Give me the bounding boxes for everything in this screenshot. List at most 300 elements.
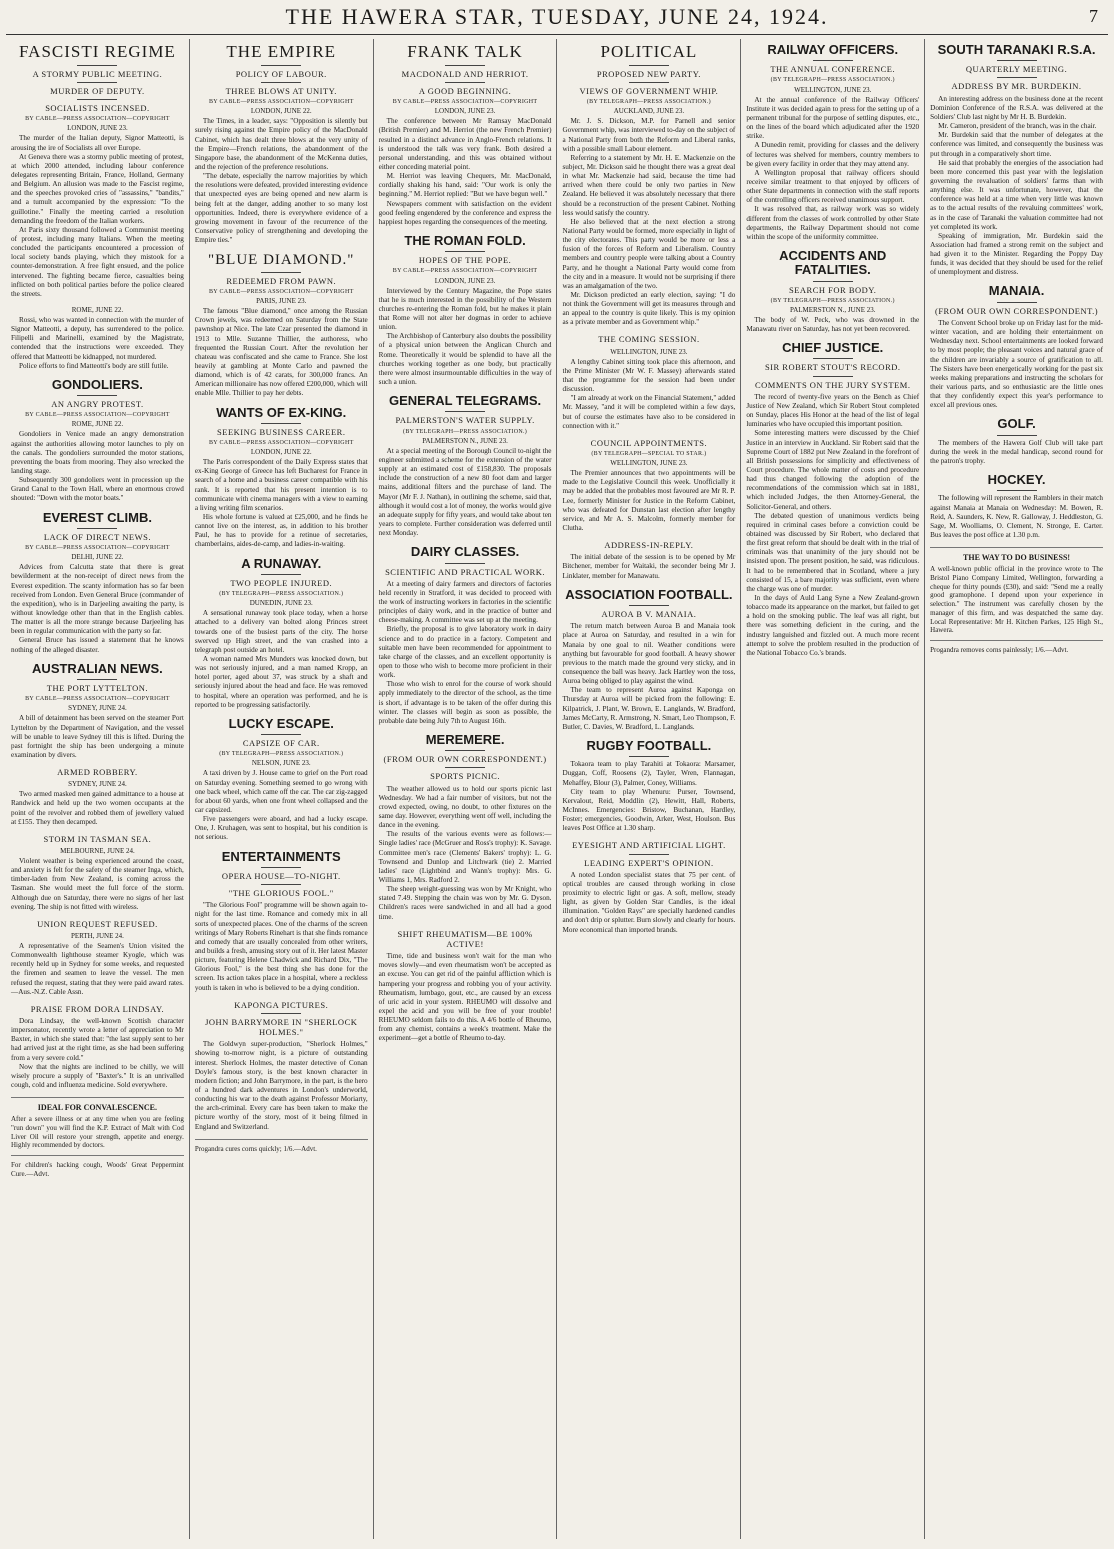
article-body xyxy=(195,609,368,710)
subhead-rule xyxy=(445,767,485,768)
headline-rule xyxy=(629,756,669,757)
article-paragraph: The debated question of unanimous verdicts being required in criminal cases before a conviction could be obtained was discussed by Sir Robert, who declared that the first great reform that should be dealt with in the trial of criminals was that unanimity of the jury should not be insisted upon. The present position, he said, was ridiculous. It had to be remembered that in Scotland, where a jury consisted of 15, a bare majority was sufficient, even where the charge was one of murder. xyxy=(746,511,920,593)
article-paragraph: "I am already at work on the Financial Statement," added Mr. Massey, "and it will be completed within a few days, but of course the estimates have also to be considered in connection with it." xyxy=(562,394,736,430)
article-paragraph: The murder of the Italian deputy, Signor Matteotti, is arousing the ire of Socialists all over Europe. xyxy=(11,134,184,152)
article-subhead: LEADING EXPERT'S OPINION. xyxy=(584,857,714,868)
article-headline: MANAIA. xyxy=(988,283,1045,299)
article-dateline: AUCKLAND, JUNE 23. xyxy=(613,107,685,116)
article-paragraph: Time, tide and business won't wait for the man who moves slowly—and even rheumatism won't be accepted as an excuse. You can get rid of the painful affliction which is hampering your progress and robbing you of your activity. Rheumatism, lumbago, gout, etc., are caused by an excess of uric acid in your system. RHEUMO will dissolve and expel the acid and you will be free of your trouble! RHEUMO seldom fails to do this. A 4/6 bottle of Rheumo, from any chemist, contains a week's treatment. Make the experiment—get a bottle of Rheumo to-day. xyxy=(378,952,552,1043)
article-subhead: COUNCIL APPOINTMENTS. xyxy=(590,437,708,448)
article-paragraph: Gondoliers in Venice made an angry demonstration against the authorities allowing motor launches to ply on the canals. The gondoliers surrounded the motor stations, preventing the boats from mooring. They also wrecked the landing stage. xyxy=(11,430,184,476)
article-headline: POLITICAL xyxy=(600,42,698,61)
article xyxy=(562,334,735,430)
headline-rule xyxy=(997,490,1037,491)
article xyxy=(195,850,368,993)
article-body xyxy=(195,901,368,992)
masthead xyxy=(6,0,1108,35)
article-paragraph: The initial debate of the session is to be opened by Mr Bitchener, member for Waitaki, the seconder being Mr J. Linklater, member for Manawatu. xyxy=(562,553,736,580)
article-body xyxy=(562,871,735,935)
article-headline: WANTS OF EX-KING. xyxy=(216,404,347,420)
headline-rule xyxy=(445,65,485,66)
article-body xyxy=(562,760,735,833)
article-paragraph: The Paris correspondent of the Daily Express states that ex-King George of Greece has left Bucharest for France in search of a home and a business career compatible with his rank. It is reported that his present intention is to communicate with cinema managers with a view to earning a living writing film scenarios. xyxy=(194,458,368,512)
article-paragraph: The members of the Hawera Golf Club will take part during the week in the medal handicap, second round for the patron's trophy. xyxy=(930,438,1103,465)
article xyxy=(562,540,735,581)
article-paragraph: "The Glorious Fool" programme will be shown again to-night for the last time. Romance and comedy mix in all sorts of unexpected places. One of the charms of the screen writings of Mary Roberts Rinehart is that she finds romance and comedy that are usually concealed from other writers, and builds a fresh, amusing story out of it. Her latest Master picture, featuring Helene Chadwick and Richard Dix, "The Glorious Fool," is the best thing she has done for the screen. Its action takes place in a hospital, where a reckless youth is taken in who is believed to be a dying condition. xyxy=(194,901,368,992)
article-body xyxy=(195,458,368,549)
article-body xyxy=(11,316,184,371)
article-subhead: (FROM OUR OWN CORRESPONDENT.) xyxy=(383,754,547,765)
article-paragraph: Police efforts to find Matteotti's body are still futile. xyxy=(19,361,169,370)
article-paragraph: A representative of the Seamen's Union visited the Commonwealth lighthouse steamer Kyogle, which was recently held up in Sydney for some weeks, and requested the firemen and seamen to leave the vessel. The men refused the request, stating that they were paid award rates.—Aus.-N.Z. Cable Assn. xyxy=(11,942,184,996)
article xyxy=(11,511,184,655)
article-headline: HOCKEY. xyxy=(987,472,1046,488)
article-paragraph: His whole fortune is valued at £25,000, and he finds he cannot live on the interest, as, in addition to his brother Paul, he has to provide for a retinue of secretaries, chamberlains, aides-de-camp, and ladies-in-waiting. xyxy=(194,513,368,549)
column-1 xyxy=(6,39,190,1539)
article-subhead: SOCIALISTS INCENSED. xyxy=(45,103,150,114)
article-headline: MEREMERE. xyxy=(425,731,505,747)
headline-rule xyxy=(629,605,669,606)
article-body xyxy=(746,316,919,334)
article-paragraph: Mr. Burdekin said that the number of delegates at the conference was limited, and consequently the business was put through in a comparatively short time. xyxy=(930,131,1103,158)
article-paragraph: Interviewed by the Century Magazine, the Pope states that he is much interested in the possibility of the Western churches re-entering the Roman fold, but he makes it plain that Rome will not alter her dogmas in order to achieve union. xyxy=(378,286,552,332)
subhead-rule xyxy=(261,884,301,885)
article-subhead: VIEWS OF GOVERNMENT WHIP. xyxy=(579,85,719,96)
article xyxy=(379,929,552,1044)
columns-container xyxy=(6,39,1108,1539)
article-subhead: MACDONALD AND HERRIOT. xyxy=(401,68,529,79)
article xyxy=(11,662,184,760)
article-paragraph: The Times, in a leader, says: "Opposition is silently but surely rising against the Empire policy of the MacDonald Cabinet, which has dealt three blows at the very unity of the Empire—French relations, the abandonment of the Singapore base, the abandonment of the McKenna duties, and the rejection of the preference resolutions. xyxy=(194,117,368,171)
article-paragraph: The weather allowed us to hold our sports picnic last Wednesday. We had a fair number of visitors, but not the crowd expected, owing, no doubt, to other fixtures on the same day. However, everything went off well, including the dance in the evening. xyxy=(378,784,552,830)
article-body xyxy=(11,134,184,299)
headline-rule xyxy=(997,302,1037,303)
advert-text: After a severe illness or at any time when you are feeling "run down" you will find the K.P. Extract of Malt with Cod Liver Oil will restore your strength, appetite and energy. Highly recommended by doctors. xyxy=(11,1115,184,1150)
article-dateline: ROME, JUNE 22. xyxy=(71,305,124,314)
article xyxy=(195,1000,368,1132)
article-subhead: SCIENTIFIC AND PRACTICAL WORK. xyxy=(385,566,546,577)
article xyxy=(195,717,368,843)
article-subhead: "THE GLORIOUS FOOL." xyxy=(228,888,334,899)
article-paragraph: Those who wish to enrol for the course of work should apply immediately to the director of the school, as the time is short, if advantage is to be taken of the offer during this winter. The classes will begin as soon as possible, the probable date being July 7th to August 16th. xyxy=(378,680,552,725)
ad-separator xyxy=(930,547,1103,548)
article-credit: (BY TELEGRAPH—PRESS ASSOCIATION.) xyxy=(403,428,528,435)
article-headline: THE EMPIRE xyxy=(226,42,337,61)
article xyxy=(930,284,1103,410)
article xyxy=(562,739,735,833)
article-headline: FRANK TALK xyxy=(407,42,523,61)
headline-rule xyxy=(77,679,117,680)
article-body xyxy=(379,287,552,388)
advert-text: A well-known public official in the province wrote to The Bristol Piano Company Limited, Wellington, forwarding a cheque for thirty pounds (£30), and said: "Send me a really good gramophone. I depend upon your experience in selection." The instrument was carefully chosen by the manager of this firm, and was despatched the same day. Local Representative: Mr H. Kitchen Parkes, 125 High St., Hawera. xyxy=(930,565,1103,635)
article-subhead: SPORTS PICNIC. xyxy=(430,771,500,782)
article-paragraph: Five passengers were aboard, and had a lucky escape. One, J. Kruhagen, was sent to hospital, but his condition is not serious. xyxy=(194,815,368,842)
article-paragraph: General Bruce has issued a statement that he knows nothing of the alleged disaster. xyxy=(11,636,184,654)
article xyxy=(562,840,735,934)
article-paragraph: Rossi, who was wanted in connection with the murder of Signor Matteotti, a deputy, has surrendered to the police. Filipelli and Marinelli, examined by the Magistrate, contended that the instructions were exceeded. They offered that Matteotti be kidnapped, not murdered. xyxy=(11,315,184,361)
article-paragraph: At a special meeting of the Borough Council to-night the engineer submitted a scheme for the extension of the water supply at an estimated cost of £158,830. The proposals include the construction of a new 80 foot dam and larger mains, additional filters and the purchase of land. The Mayor (Mr F. J. Nathan), in outlining the scheme, said that, although it would cost a lot of money, the works would give an adequate supply for fifty years, and would take about ten years to complete. Further consideration was deferred until next Monday. xyxy=(378,446,552,538)
article xyxy=(746,341,919,658)
subhead-rule xyxy=(629,82,669,83)
subhead-rule xyxy=(445,82,485,83)
article-credit: BY CABLE—PRESS ASSOCIATION—COPYRIGHT xyxy=(392,268,538,275)
article-subhead: SIR ROBERT STOUT'S RECORD. xyxy=(764,362,901,373)
advert-text: Progandra cures corns quickly; 1/6.—Advt. xyxy=(194,1144,317,1153)
article-paragraph: Mr. Dickson predicted an early election, saying: "I do not think the Government will get its measures through and an appeal to the country is quite likely. This is my opinion as a private member and as Government whip." xyxy=(562,290,736,327)
headline-rule xyxy=(813,60,853,61)
article-subhead: SEEKING BUSINESS CAREER. xyxy=(217,426,346,437)
article-dateline: SYDNEY, JUNE 24. xyxy=(68,704,127,713)
article-paragraph: The sheep weight-guessing was won by Mr Knight, who stated 7.49. Stepping the chain was won by Mr. G. Dyson. Children's races were sandwiched in and all had a good time. xyxy=(378,885,552,921)
article-dateline: ROME, JUNE 22. xyxy=(71,420,124,429)
article-body xyxy=(746,96,919,242)
article-subhead: THE ANNUAL CONFERENCE. xyxy=(770,64,896,75)
article-credit: (BY TELEGRAPH—SPECIAL TO STAR.) xyxy=(591,450,707,457)
article-credit: (BY TELEGRAPH—PRESS ASSOCIATION.) xyxy=(219,751,344,758)
article-paragraph: A bill of detainment has been served on the steamer Port Lyttelton by the Department of Navigation, and the vessel will be unable to leave Sydney till this is lifted. During the past fortnight the ship has been undergoing a minute examination by divers. xyxy=(11,714,184,759)
article-body xyxy=(11,1017,184,1090)
article-credit: BY CABLE—PRESS ASSOCIATION—COPYRIGHT xyxy=(208,99,354,106)
article-body xyxy=(11,563,184,654)
article xyxy=(11,767,184,827)
article-body xyxy=(11,857,184,912)
advert-heading: THE WAY TO DO BUSINESS! xyxy=(963,553,1071,563)
article-body xyxy=(930,319,1103,410)
article-body xyxy=(11,790,184,827)
article xyxy=(195,557,368,710)
article-paragraph: Tokaora team to play Tarahiti at Tokaora: Marsamer, Duggan, Coff, Roosens (2), Tayler, Wren, Flannagan, Mehaffey, Blour (3), Palmer, Coney, Williams. xyxy=(562,760,736,787)
article-paragraph: At a meeting of dairy farmers and directors of factories held recently in Stratford, it was decided to proceed with the work of instructing workers in factories in the scientific principles of dairy work, and in the practice of butter and cheese-making. A committee was set up at the meeting. xyxy=(378,579,552,625)
headline-rule xyxy=(261,423,301,424)
article-dateline: PERTH, JUNE 24. xyxy=(70,932,124,941)
article-subhead: CAPSIZE OF CAR. xyxy=(242,738,320,749)
article-subhead: UNION REQUEST REFUSED. xyxy=(37,918,158,929)
article-headline: "BLUE DIAMOND." xyxy=(208,252,355,269)
article-body xyxy=(11,942,184,997)
article xyxy=(746,43,919,242)
article-paragraph: The Convent School broke up on Friday last for the mid-winter vacation, and are holding their entertainment on Wednesday next. School entertainments are looked forward to by most people; the pleasant voices and natural grace of the children are invariably a source of gratification to all. The Sisters have been energetically working for the past six weeks making preparations and instructing the scholars for their various parts, and so enthusiastic are the little ones that they confidently expect this year's performance to excel all previous ones. xyxy=(930,318,1103,410)
article-paragraph: The famous "Blue diamond," once among the Russian Crown jewels, was redeemed on Saturday from the State pawnshop at Nice. The late Czar presented the diamond in 1913 to Mlle. Suzanne Thillier, the authoress, who frequented the Russian Court. After the revolution her chateau was confiscated and she came to France. She lost heavily at gambling at Monte Carlo and pawned the diamond, which is of 42 carats, for 300,000 francs. An American millionaire has now offered £200,000, which will enable Mlle. Thillier to pay her debts. xyxy=(194,307,368,398)
article xyxy=(11,306,184,371)
article-dateline: WELLINGTON, JUNE 23. xyxy=(610,347,688,356)
page-number: 7 xyxy=(1089,6,1098,26)
article-subhead: POLICY OF LABOUR. xyxy=(235,68,327,79)
article-paragraph: Briefly, the proposal is to give laboratory work in dairy science and to do practice in a factory. Competent and suitable men have been recommended for appointment to take charge of the classes, and an excellent opportunity is open to those who wish to become more proficient in their work. xyxy=(378,625,552,680)
headline-rule xyxy=(77,65,117,66)
article-subhead: EYESIGHT AND ARTIFICIAL LIGHT. xyxy=(572,840,726,851)
article-headline: ENTERTAINMENTS xyxy=(221,848,341,864)
article xyxy=(562,438,735,533)
article-headline: SOUTH TARANAKI R.S.A. xyxy=(937,42,1096,57)
article-credit: BY CABLE—PRESS ASSOCIATION—COPYRIGHT xyxy=(208,439,354,446)
article-body xyxy=(379,580,552,726)
article-body xyxy=(562,469,735,533)
article-dateline: PARIS, JUNE 23. xyxy=(256,297,307,306)
column-5 xyxy=(741,39,925,1539)
article-subhead: THREE BLOWS AT UNITY. xyxy=(225,85,337,96)
article-paragraph: Speaking of immigration, Mr. Burdekin said the Association had framed a strong remit on the subject and had given it to the Minister. Regarding the Poppy Day funds, it was decided that they should be used for the relief of unemployment and distress. xyxy=(930,231,1103,277)
article-subhead: SHIFT RHEUMATISM—BE 100% ACTIVE! xyxy=(397,928,533,949)
article-paragraph: A taxi driven by J. House came to grief on the Port road on Saturday evening. Something seemed to go wrong with one back wheel, which came off the car. The car zig-zagged for about 60 yards, when one front wheel collapsed and the car capsized. xyxy=(194,769,368,815)
headline-rule xyxy=(261,734,301,735)
column-2 xyxy=(190,39,374,1539)
article-subhead: AUROA B V. MANAIA. xyxy=(601,609,697,620)
headline-rule xyxy=(261,867,301,868)
article-paragraph: An interesting address on the business done at the recent Dominion Conference of the R.S.A. was delivered at the Soldiers' Club last night by Mr H. B. Burdekin. xyxy=(930,94,1103,121)
article-subhead: AN ANGRY PROTEST. xyxy=(51,399,144,410)
article-credit: BY CABLE—PRESS ASSOCIATION—COPYRIGHT xyxy=(25,545,170,552)
article-paragraph: A Wellington proposal that railway officers should receive similar treatment to that enjoyed by officers of other State departments in connection with the staff reports of the controlling officers received unanimous support. xyxy=(746,168,920,205)
article xyxy=(195,406,368,550)
article-dateline: LONDON, JUNE 23. xyxy=(434,107,496,116)
ad-separator xyxy=(195,1139,368,1140)
subhead-rule xyxy=(997,77,1037,78)
article-credit: BY CABLE—PRESS ASSOCIATION—COPYRIGHT xyxy=(25,412,170,419)
article-body xyxy=(379,785,552,922)
article-headline: ACCIDENTS AND FATALITIES. xyxy=(779,247,887,278)
article-paragraph: He also believed that at the next election a strong National Party would be formed, more especially in light of the city electorates. This party would be more or less a fusion of the forces of Reform and Liberalism. Country members and country people were talking about a Country Party, and he thought a National Party would come from the city and in a measure. It would not be surprising if there was an amalgamation of the two. xyxy=(562,217,736,290)
article-body xyxy=(195,307,368,398)
article xyxy=(11,43,184,299)
article-headline: ASSOCIATION FOOTBALL. xyxy=(565,586,733,602)
article-paragraph: Some interesting matters were discussed by the Chief Justice in an interview in Auckland. Sir Robert said that the Supreme Court of 1882 put New Zealand in the forefront of all British possessions for simplicity and effectiveness of Court procedure. The whole matter of costs and procedure had thus changed following the adoption of the recommendations of the commission which sat in 1881, which included Judges, the then Attorney-General, the Solicitor-General, and others. xyxy=(746,429,920,511)
article-paragraph: City team to play Whenuru: Purser, Townsend, Kervalout, Reid, Moddlin (2), Hewitt, Hall, Roberts, McInnes. Emergencies: Bristow, Buchanan, Hardley, Foster; emergencies, Goodwin, Arker, West, Houlson. Bus leaves Post Office at 1.30 sharp. xyxy=(562,787,736,833)
advert-heading: IDEAL FOR CONVALESCENCE. xyxy=(37,1103,158,1113)
article-headline: THE ROMAN FOLD. xyxy=(404,232,526,248)
subhead-rule xyxy=(261,1013,301,1014)
article-body xyxy=(746,393,919,658)
article-subhead: THE COMING SESSION. xyxy=(598,334,700,345)
article-paragraph: A Dunedin remit, providing for classes and the delivery of lectures was shelved for members, country members to be given every facility in order that they may attend any. xyxy=(746,141,920,168)
article-dateline: DELHI, JUNE 22. xyxy=(71,553,124,562)
article-subhead: JOHN BARRYMORE IN "SHERLOCK HOLMES." xyxy=(205,1016,358,1038)
article-dateline: NELSON, JUNE 23. xyxy=(251,759,311,768)
article-subhead: ARMED ROBBERY. xyxy=(57,767,138,778)
article-subhead: (FROM OUR OWN CORRESPONDENT.) xyxy=(935,305,1099,316)
article-dateline: PALMERSTON N., JUNE 23. xyxy=(422,436,508,445)
article xyxy=(562,588,735,732)
article-body xyxy=(562,622,735,732)
article xyxy=(379,43,552,227)
article-subhead: TWO PEOPLE INJURED. xyxy=(230,577,333,588)
article-subhead: THE PORT LYTTELTON. xyxy=(46,682,149,693)
article-subhead: A STORMY PUBLIC MEETING. xyxy=(32,68,163,79)
article xyxy=(11,378,184,504)
article-subhead: HOPES OF THE POPE. xyxy=(418,255,512,266)
article-paragraph: Subsequently 300 gondoliers went in procession up the Grand Canal to the Town Hall, where an enormous crowd shouted: "Down with the motor boats." xyxy=(11,476,184,503)
subhead-rule xyxy=(77,82,117,83)
article-subhead: ADDRESS BY MR. BURDEKIN. xyxy=(951,81,1082,92)
article-paragraph: It was resolved that, as railway work was so widely different from the classes of work controlled by other State departments, the Railway Department should not come within the scope of the uniformity committee. xyxy=(746,205,920,241)
article-paragraph: He said that probably the energies of the association had been more concerned this past year with the legislation governing the revaluation of soldiers' farms than with anything else. It was unfortunate, however, that the conference was held at a time when very little was known as to the actual results of the revaluing committees' work, as in the case of Taranaki the valuation committee had not yet completed its work. xyxy=(930,158,1103,231)
article-subhead: LACK OF DIRECT NEWS. xyxy=(43,531,151,542)
article-dateline: PALMERSTON N., JUNE 23. xyxy=(789,305,876,314)
article xyxy=(562,43,735,327)
article-credit: BY CABLE—PRESS ASSOCIATION—COPYRIGHT xyxy=(25,696,170,703)
article-body xyxy=(930,494,1103,540)
column-6 xyxy=(925,39,1108,1539)
article-body xyxy=(930,95,1103,278)
article-paragraph: Mr. J. S. Dickson, M.P. for Parnell and senior Government whip, was interviewed to-day on the subject of a National Party from both the Reform and Liberal ranks, with a possible small Labour element. xyxy=(562,117,736,153)
headline-rule xyxy=(997,60,1037,61)
headline-rule xyxy=(813,281,853,282)
article-body xyxy=(11,430,184,503)
article-paragraph: "The debate, especially the narrow majorities by which the resolutions were defeated, provided interesting evidence that unexpected eyes are being opened and new alarm is being felt at the danger, adding another to so many lost opportunities. Indeed, there is everywhere evidence of a growing movement in favour of the recurrence of the Conservative policy of strengthening and developing the Empire ties." xyxy=(194,172,368,245)
article-headline: RUGBY FOOTBALL. xyxy=(586,737,712,753)
article-headline: CHIEF JUSTICE. xyxy=(782,340,884,356)
headline-rule xyxy=(445,750,485,751)
article-subhead: OPERA HOUSE—TO-NIGHT. xyxy=(221,870,341,881)
article-credit: BY CABLE—PRESS ASSOCIATION—COPYRIGHT xyxy=(208,288,354,295)
article-body xyxy=(562,553,735,580)
article-body xyxy=(379,117,552,227)
article-paragraph: At Paris sixty thousand followed a Communist meeting of protest, including many Italians. When the meeting concluded the participants encountered a procession of local society bands playing, which they mistook for a counter-demonstration. A free fight ensued, and the police intervened. The fighting became fierce, casualties being inflicted on both political parties before the police cleared the streets. xyxy=(11,225,184,298)
article-dateline: SYDNEY, JUNE 24. xyxy=(68,780,127,789)
article xyxy=(379,545,552,726)
article-paragraph: Mr. Cameron, president of the branch, was in the chair. xyxy=(938,122,1097,131)
article-headline: DAIRY CLASSES. xyxy=(410,544,520,560)
article-dateline: WELLINGTON, JUNE 23. xyxy=(794,85,872,94)
article-headline: EVEREST CLIMB. xyxy=(42,509,152,525)
article-credit: (BY TELEGRAPH—PRESS ASSOCIATION.) xyxy=(770,297,895,304)
article-subhead: MURDER OF DEPUTY. xyxy=(50,85,145,96)
article-subhead: STORM IN TASMAN SEA. xyxy=(43,833,152,844)
article-body xyxy=(930,439,1103,466)
article-paragraph: Newspapers comment with satisfaction on the evident good feeling engendered by the conference and express the happiest hopes regarding the consequences of the meeting. xyxy=(378,199,552,226)
subhead-rule xyxy=(77,99,117,100)
article xyxy=(379,394,552,538)
article-subhead: SEARCH FOR BODY. xyxy=(789,284,877,295)
article-dateline: DUNEDIN, JUNE 23. xyxy=(249,599,313,608)
article-headline: RAILWAY OFFICERS. xyxy=(767,42,899,57)
subhead-rule xyxy=(629,854,669,855)
article xyxy=(746,249,919,334)
article xyxy=(11,834,184,912)
article-body xyxy=(195,117,368,245)
article-credit: BY CABLE—PRESS ASSOCIATION—COPYRIGHT xyxy=(392,99,538,106)
article-headline: GONDOLIERS. xyxy=(51,376,143,392)
article-paragraph: The record of twenty-five years on the Bench as Chief Justice of New Zealand, which Sir Robert Stout completed on Sunday, places His Honor at the head of the list of legal luminaries who have occupied this important position. xyxy=(746,392,920,429)
article-paragraph: The results of the various events were as follows:—Single ladies' race (McGruer and Ross's trophy): K. Savage. Committee men's race (Clements' Bakers' trophy): L. G. Townsend and Dunlop and Litchwark (tie) 2. Married ladies' race (Lightbind and Wann's trophy): Mrs. G. Williams 1, Mrs. Radford 2. xyxy=(378,830,552,885)
article-subhead: PROPOSED NEW PARTY. xyxy=(596,68,701,79)
article-headline: FASCISTI REGIME xyxy=(18,42,176,61)
article xyxy=(379,234,552,387)
article-subhead: PALMERSTON'S WATER SUPPLY. xyxy=(395,415,535,426)
article-paragraph: Now that the nights are inclined to be chilly, we will wisely procure a supply of "Baxter's." It is an unrivalled cough, cold and influenza medicine. Sold everywhere. xyxy=(11,1062,184,1090)
article-dateline: LONDON, JUNE 23. xyxy=(67,124,128,133)
article-subhead: ADDRESS-IN-REPLY. xyxy=(604,540,694,551)
article-paragraph: The return match between Auroa B and Manaia took place at Auroa on Saturday, and resulted in a win for Manaia by one goal to nil. Weather conditions were anything but favourable for good football. A heavy shower previous to the match made the ground very sticky, and in consequence the ball was heavy. Jack Hartley won the toss, Auroa being obliged to play against the wind. xyxy=(562,622,736,686)
article-paragraph: At Geneva there was a stormy public meeting of protest, at which 2000 attended, including labour conference delegates representing Britain, France, Holland, Germany and Belgium. An allusion was made to the Fascist regime, and the speeches provoked cries of "assassins," "bandits," and a tumult accompanied by the expression: "To the guillotine." Finally the meeting carried a resolution demanding the freedom of the Italian workers. xyxy=(11,152,184,225)
headline-rule xyxy=(261,272,301,273)
article-paragraph: Dora Lindsay, the well-known Scottish character impersonator, recently wrote a letter of appreciation to Mr Baxter, in which she stated that: "the last supply sent to her had arrived just at the right time, as she had been suffering from a very severe cold." xyxy=(11,1017,184,1062)
article-subhead: A GOOD BEGINNING. xyxy=(418,85,512,96)
headline-rule xyxy=(77,528,117,529)
article-paragraph: The following will represent the Ramblers in their match against Manaia at Manaia on Wednesday: M. Bowen, R. Reid, A. Saunders, K. New, R. Galloway, J. Heddleston, G. Sage, M. Woolliams, O. Clement, N. Stronge, E. Carter. Bus leaves the post office at 1.30 p.m. xyxy=(930,494,1103,539)
article-subhead: KAPONGA PICTURES. xyxy=(234,999,329,1010)
article-headline: LUCKY ESCAPE. xyxy=(228,715,334,731)
subhead-rule xyxy=(261,82,301,83)
article-headline: GOLF. xyxy=(997,416,1036,432)
article-credit: BY CABLE—PRESS ASSOCIATION—COPYRIGHT xyxy=(25,116,170,123)
article-paragraph: Violent weather is being experienced around the coast, and anxiety is felt for the safety of the steamer Inga, which, timber-laden from New Zealand, is coming across the Tasman. She would meet the full force of the storm. Although due on Saturday, there were no signs of her last evening. The ship is not fitted with wireless. xyxy=(11,857,184,911)
article-credit: (BY TELEGRAPH—PRESS ASSOCIATION.) xyxy=(770,77,895,84)
article-body xyxy=(11,714,184,760)
article-paragraph: M. Herriot was leaving Chequers, Mr. MacDonald, cordially shaking his hand, said: "Our work is only the beginning." M. Herriot replied: "But we have begun well." xyxy=(378,172,552,199)
article-subhead: PRAISE FROM DORA LINDSAY. xyxy=(30,1003,165,1014)
ad-separator xyxy=(11,1155,184,1156)
article-paragraph: The conference between Mr Ramsay MacDonald (British Premier) and M. Herriot (the new French Premier) resulted in a distinct advance in Anglo-French relations. It is understood the talk was very frank. Both desired a personal understanding, and this was obtained without either conceding material point. xyxy=(378,117,552,171)
article-dateline: LONDON, JUNE 22. xyxy=(250,107,312,116)
subhead-rule xyxy=(813,376,853,377)
masthead-title: THE HAWERA STAR, TUESDAY, JUNE 24, 1924. xyxy=(285,4,829,29)
article xyxy=(930,417,1103,466)
headline-rule xyxy=(77,395,117,396)
article-subhead: REDEEMED FROM PAWN. xyxy=(226,275,337,286)
article-credit: (BY TELEGRAPH—PRESS ASSOCIATION.) xyxy=(219,591,344,598)
headline-rule xyxy=(445,251,485,252)
ad-separator xyxy=(11,1097,184,1098)
article-paragraph: At the annual conference of the Railway Officers' Institute it was decided again to press for the setting up of a permanent tribunal for the purpose of settling disputes, etc., on the lines of the board which adjudicated after the 1920 strike. xyxy=(746,95,920,141)
article xyxy=(195,252,368,398)
article-paragraph: A woman named Mrs Munders was knocked down, but was not seriously injured, and a man named Kropp, an hotel porter, aged about 37, was struck by a shaft and seriously injured about the head and face. He was removed to hospital, where an operation was performed, and he is reported to be progressing satisfactorily. xyxy=(194,654,368,709)
advert-text: Progandra removes corns painlessly; 1/6.—Advt. xyxy=(930,646,1069,655)
headline-rule xyxy=(629,65,669,66)
article xyxy=(195,43,368,245)
headline-rule xyxy=(813,358,853,359)
article-paragraph: Advices from Calcutta state that there is great bewilderment at the non-receipt of direct news from the Everest expedition. The scanty information has so far been received from London. Even General Bruce (commander of the expedition), who is in Darjeeling awaiting the party, is without knowledge other than that in the English cables. The matter is all the more strange because Darjeeling has been in regular communication with the party so far. xyxy=(11,563,184,636)
article-body xyxy=(379,447,552,538)
article-paragraph: A noted London specialist states that 75 per cent. of optical troubles are caused through working in close proximity to electric light or gas. A soft, mellow, steady light, as given by Golden Star Candles, is the ideal illumination. "Golden Rays" are specially hardened candles and don't drip or splutter. Burn slowly and clearly for hours. More economical than imported brands. xyxy=(562,870,736,934)
article-paragraph: A lengthy Cabinet sitting took place this afternoon, and the Prime Minister (Mr W. F. Massey) afterwards stated that the programme for the session had been under discussion. xyxy=(562,357,736,394)
headline-rule xyxy=(997,435,1037,436)
article xyxy=(11,919,184,997)
article-body xyxy=(379,952,552,1043)
article-paragraph: The Premier announces that two appointments will be made to the Legislative Council this week. Unofficially it may be added that the probables most favoured are Mr R. P. Lee, formerly Minister for Justice in the Reform Cabinet, who was defeated for Dunstan last election after lengthy service, and Mr A. S. Malcolm, formerly member for Clutha. xyxy=(562,469,736,533)
article xyxy=(379,733,552,922)
ad-separator xyxy=(930,640,1103,641)
headline-rule xyxy=(261,65,301,66)
column-3 xyxy=(374,39,558,1539)
article-headline: AUSTRALIAN NEWS. xyxy=(32,660,163,676)
article-body xyxy=(195,769,368,842)
article-paragraph: Two armed masked men gained admittance to a house at Randwick and held up the two women occupants at the point of the revolver and robbed them of jewellery valued at £155. They then decamped. xyxy=(11,790,184,826)
article-body xyxy=(195,1040,368,1131)
article xyxy=(11,1004,184,1090)
headline-rule xyxy=(261,574,301,575)
article-headline: GENERAL TELEGRAMS. xyxy=(388,393,542,409)
article-paragraph: The body of W. Peck, who was drowned in the Manawatu river on Saturday, has not yet been recovered. xyxy=(746,315,920,334)
article-body xyxy=(562,117,735,327)
column-4 xyxy=(557,39,741,1539)
article-credit: (BY TELEGRAPH—PRESS ASSOCIATION.) xyxy=(586,99,711,106)
article-dateline: LONDON, JUNE 23. xyxy=(434,276,496,285)
article-subhead: COMMENTS ON THE JURY SYSTEM. xyxy=(755,379,911,390)
article-paragraph: The Archbishop of Canterbury also doubts the possibility of a physical union between the Anglican Church and Rome. Theoretically it would be splendid to have all the churches working together as one body, but practically there were almost insurmountable difficulties in the way of such a union. xyxy=(378,332,552,387)
article xyxy=(930,43,1103,277)
article-dateline: MELBOURNE, JUNE 24. xyxy=(60,847,135,855)
article-subhead: QUARTERLY MEETING. xyxy=(965,64,1068,75)
article-paragraph: Referring to a statement by Mr. H. E. Mackenzie on the subject, Mr. Dickson said he thought there was a great deal in what Mr. Mackenzie had said, because the time had arrived when there could be only two parties in New Zealand. He believed it was absolutely necessary that there should be a reconstruction of the present Cabinet. Nothing less would satisfy the country. xyxy=(562,153,736,217)
headline-rule xyxy=(445,563,485,564)
article-paragraph: The Goldwyn super-production, "Sherlock Holmes," showing to-morrow night, is a picture of outstanding interest. Sherlock Holmes, the master detective of Conan Doyle's famous story, is the best known character in modern fiction; and John Barrymore, in the part, is the hero of a hundred dark adventures in London's underworld, conducting his war to the death against Professor Moriarty, the arch-criminal. Every care has been taken to make the picture worthy of the story, most of it being filmed in England and Switzerland. xyxy=(194,1040,368,1131)
article xyxy=(930,473,1103,540)
article-headline: A RUNAWAY. xyxy=(241,555,322,571)
article-paragraph: A sensational runaway took place today, when a horse attached to a delivery van bolted along Princes street towards one of the busiest parts of the city. The horse swerved up High street, and the van crashed into a telegraph post outside an hotel. xyxy=(194,609,368,654)
article-dateline: LONDON, JUNE 22. xyxy=(250,448,312,457)
article-paragraph: The team to represent Auroa against Kaponga on Thursday at Auroa will be picked from the following: E. Kilpatrick, J. Plant, W. Brown, E. Langlands, W. Bradford, James McCarty, R. Armstrong, N. Smart, Leo Thompson, F. Butler, C. Davies, W. Bradford, L. Langlands. xyxy=(562,686,736,731)
article-body xyxy=(562,358,735,431)
